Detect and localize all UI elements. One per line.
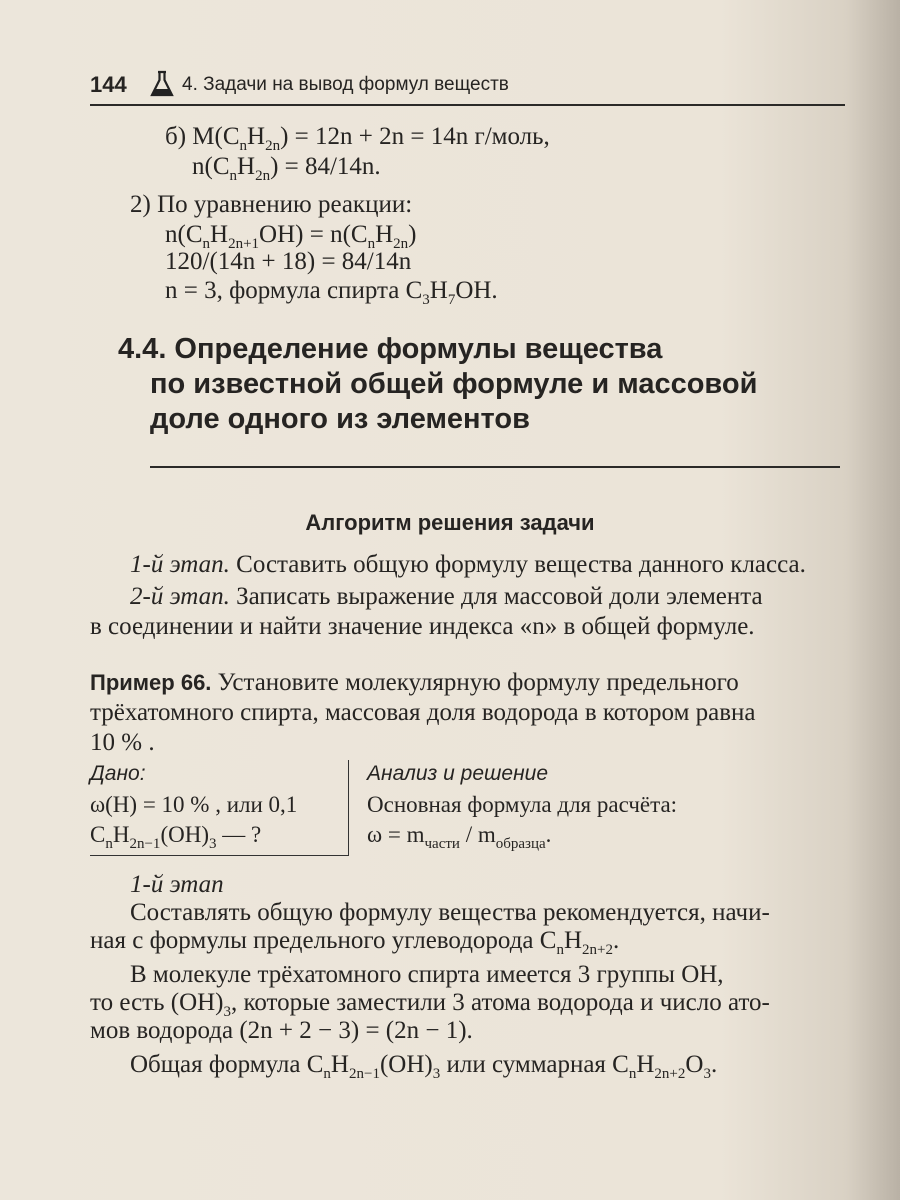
formula-line: n = 3, формула спирта $C_3H_7OH$. (165, 277, 498, 308)
example-label: Пример 66. (90, 670, 212, 695)
paragraph-line: В молекуле трёхатомного спирта имеется 3 группы OH, (130, 961, 724, 988)
algorithm-step-2 (130, 582, 763, 612)
step-text: Записать выражение для массовой доли элемента (229, 583, 763, 610)
paragraph-line: ная с формулы предельного углеводорода $C_nH_{2n+2}$. (90, 927, 620, 958)
step-text: Составить общую формулу вещества данного класса. (229, 551, 806, 578)
page-number: 144 (90, 72, 127, 97)
step-text: в соединении и найти значение индекса «n» в общей формуле. (90, 613, 755, 640)
given-value: ω(H) = 10 % , или 0,1 (90, 792, 298, 817)
formula-line: $n(C_nH_{2n}) = 84/14n$. (192, 153, 381, 184)
step-label: 1-й этап. (130, 551, 230, 578)
step-label: 2-й этап. (130, 583, 230, 610)
section-title: 4.4. Определение формулы вещества (118, 333, 663, 365)
flask-icon (150, 70, 174, 98)
divider (150, 466, 840, 468)
paragraph-line: Общая формула $C_nH_{2n-1}(OH)_3$ или суммарная $C_nH_{2n+2}O_3$. (130, 1051, 718, 1082)
analysis-text: Основная формула для расчёта: (367, 792, 678, 817)
example-text: Установите молекулярную формулу предельного (211, 669, 739, 696)
step-label: 2) По уравнению реакции: (130, 191, 413, 218)
formula-line: $\omega = m_{части} / m_{образца}$. (367, 822, 552, 852)
formula-line: б) $M(C_nH_{2n}) = 12n + 2n = 14n$ г/моль, (165, 123, 550, 154)
given-title: Дано: (90, 762, 146, 785)
example-text: 10 % . (90, 729, 155, 756)
chapter-title: 4. Задачи на вывод формул веществ (182, 74, 509, 95)
section-title: по известной общей формуле и массовой (150, 368, 758, 400)
analysis-title: Анализ и решение (367, 762, 549, 785)
algorithm-step-1 (130, 550, 806, 580)
formula-line: $n(C_nH_{2n+1}OH) = n(C_nH_{2n})$ (165, 221, 417, 252)
algorithm-heading: Алгоритм решения задачи (305, 510, 595, 535)
paragraph-line: то есть $(OH)_3$, которые заместили 3 атома водорода и число ато- (90, 989, 770, 1020)
running-header (90, 70, 845, 106)
example-statement (90, 668, 739, 698)
example-text: трёхатомного спирта, массовая доля водорода в котором равна (90, 699, 756, 726)
paragraph-line: мов водорода (2n + 2 − 3) = (2n − 1). (90, 1017, 473, 1044)
formula-line: 120/(14n + 18) = 84/14n (165, 248, 412, 275)
stage-title: 1-й этап (130, 871, 224, 898)
paragraph-line: Составлять общую формулу вещества рекомендуется, начи- (130, 899, 770, 926)
given-unknown: $C_nH_{2n-1}(OH)_3$ — ? (90, 822, 262, 852)
section-title: доле одного из элементов (150, 403, 530, 435)
